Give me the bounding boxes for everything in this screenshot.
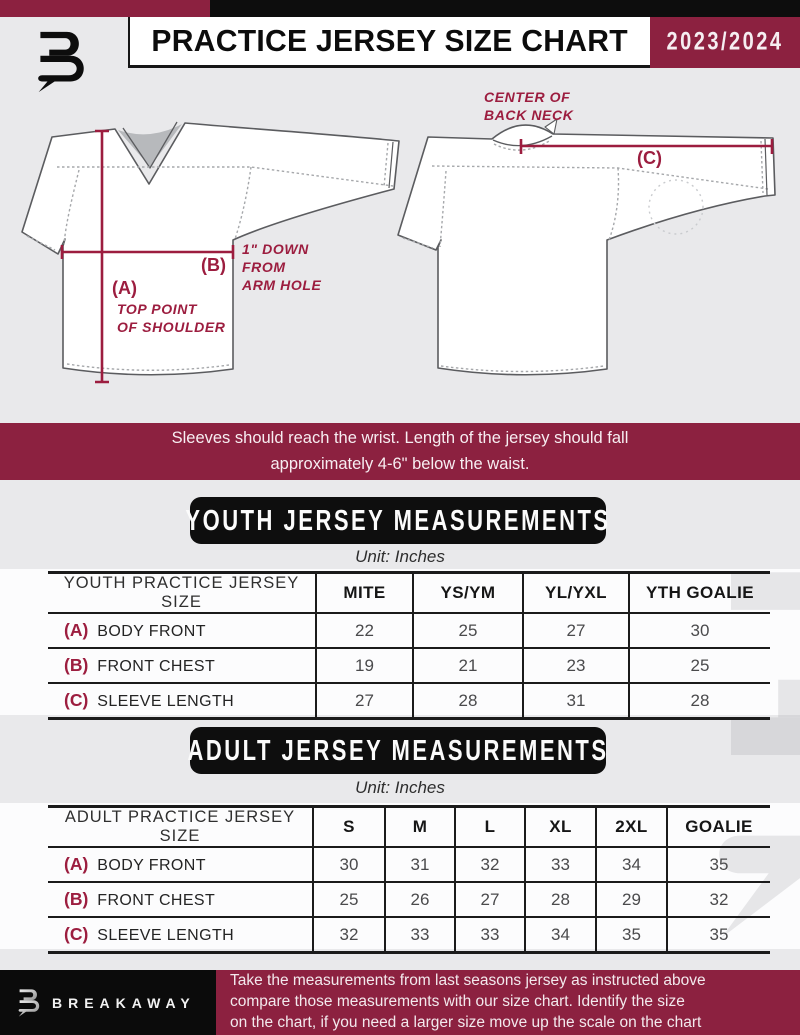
fit-note-banner: [0, 423, 800, 480]
label-b-note-line2: FROM: [242, 258, 286, 275]
column-header: YTH GOALIE: [629, 573, 770, 614]
row-letter: (B): [64, 889, 89, 909]
cell: 27: [523, 613, 629, 648]
row-letter: (A): [64, 854, 89, 874]
row-letter: (C): [64, 690, 89, 710]
cell: 26: [385, 882, 455, 917]
cell: 30: [313, 847, 385, 882]
footer-brand-block: [0, 970, 216, 1035]
column-header: ADULT PRACTICE JERSEY SIZE: [48, 807, 313, 848]
page-title: PRACTICE JERSEY SIZE CHART: [151, 23, 629, 58]
youth-size-table: [48, 571, 770, 720]
back-jersey-drawing: [398, 119, 775, 375]
adult-section-title: ADULT JERSEY MEASUREMENTS: [187, 733, 609, 767]
season-label: 2023/2024: [666, 28, 784, 56]
youth-unit-label: Unit: Inches: [355, 547, 445, 566]
row-name: SLEEVE LENGTH: [97, 927, 235, 944]
footer-instructions: [216, 970, 800, 1035]
row-label: [48, 683, 316, 719]
table-row: [48, 847, 770, 882]
footer-line1: Take the measurements from last seasons jersey as instructed above: [230, 972, 706, 990]
adult-unit-label: Unit: Inches: [355, 778, 445, 797]
row-label: [48, 847, 313, 882]
footer-line2: compare those measurements with our size chart. Identify the size: [230, 993, 685, 1011]
cell: 27: [316, 683, 413, 719]
cell: 19: [316, 648, 413, 683]
cell: 23: [523, 648, 629, 683]
cell: 28: [525, 882, 596, 917]
row-name: FRONT CHEST: [97, 892, 216, 909]
adult-section-banner: [187, 727, 609, 774]
table-row: [48, 882, 770, 917]
youth-section-title: YOUTH JERSEY MEASUREMENTS: [185, 503, 611, 537]
season-badge: [650, 17, 800, 68]
jersey-diagrams: [0, 85, 800, 425]
label-c: (C): [637, 148, 662, 168]
top-bar-black: [210, 0, 800, 17]
cell: 33: [385, 917, 455, 953]
fit-note-line1: Sleeves should reach the wrist. Length of the jersey should fall: [171, 428, 629, 447]
column-header: L: [455, 807, 525, 848]
row-label: [48, 917, 313, 953]
label-c-note: [484, 89, 573, 125]
label-a-note: [117, 301, 226, 337]
cell: 25: [629, 648, 770, 683]
cell: 30: [629, 613, 770, 648]
front-jersey-drawing: [22, 122, 399, 375]
column-header: XL: [525, 807, 596, 848]
cell: 32: [455, 847, 525, 882]
cell: 28: [629, 683, 770, 719]
row-letter: (C): [64, 924, 89, 944]
cell: 35: [667, 917, 770, 953]
row-letter: (A): [64, 620, 89, 640]
column-header: YL/YXL: [523, 573, 629, 614]
label-c-note-line2: BACK NECK: [484, 106, 574, 123]
top-bar-maroon: [0, 0, 210, 17]
breakaway-logo-icon: [28, 26, 90, 98]
row-name: BODY FRONT: [97, 857, 206, 874]
cell: 34: [525, 917, 596, 953]
adult-table-header-row: [48, 807, 770, 848]
column-header: M: [385, 807, 455, 848]
column-header: 2XL: [596, 807, 667, 848]
cell: 21: [413, 648, 523, 683]
youth-section-banner: [185, 497, 611, 544]
cell: 29: [596, 882, 667, 917]
row-label: [48, 613, 316, 648]
fit-note-line2: approximately 4-6" below the waist.: [270, 454, 530, 473]
cell: 31: [523, 683, 629, 719]
column-header: YOUTH PRACTICE JERSEY SIZE: [48, 573, 316, 614]
cell: 22: [316, 613, 413, 648]
cell: 25: [413, 613, 523, 648]
column-header: GOALIE: [667, 807, 770, 848]
youth-table-header-row: [48, 573, 770, 614]
cell: 25: [313, 882, 385, 917]
cell: 28: [413, 683, 523, 719]
table-row: [48, 683, 770, 719]
cell: 32: [313, 917, 385, 953]
footer-brand-name: BREAKAWAY: [52, 994, 196, 1011]
column-header: MITE: [316, 573, 413, 614]
label-c-note-line1: CENTER OF: [484, 89, 571, 105]
row-name: FRONT CHEST: [97, 658, 216, 675]
label-a: (A): [112, 278, 137, 298]
table-row: [48, 613, 770, 648]
column-header: YS/YM: [413, 573, 523, 614]
adult-size-table: [48, 805, 770, 954]
table-row: [48, 917, 770, 953]
cell: 31: [385, 847, 455, 882]
label-b-note-line3: ARM HOLE: [242, 276, 322, 293]
cell: 32: [667, 882, 770, 917]
cell: 33: [455, 917, 525, 953]
label-b-note: [242, 241, 321, 295]
cell: 27: [455, 882, 525, 917]
footer-line3: on the chart, if you need a larger size move up the scale on the chart: [230, 1013, 702, 1031]
label-a-note-line1: TOP POINT: [117, 301, 198, 317]
column-header: S: [313, 807, 385, 848]
row-letter: (B): [64, 655, 89, 675]
table-row: [48, 648, 770, 683]
breakaway-logo-footer-icon: [14, 986, 42, 1020]
page-title-box: [128, 17, 650, 68]
cell: 33: [525, 847, 596, 882]
cell: 34: [596, 847, 667, 882]
label-b: (B): [201, 255, 226, 275]
label-a-note-line2: OF SHOULDER: [117, 318, 226, 335]
cell: 35: [596, 917, 667, 953]
row-name: SLEEVE LENGTH: [97, 693, 235, 710]
row-label: [48, 882, 313, 917]
row-label: [48, 648, 316, 683]
row-name: BODY FRONT: [97, 623, 206, 640]
cell: 35: [667, 847, 770, 882]
label-b-note-line1: 1" DOWN: [242, 241, 309, 257]
